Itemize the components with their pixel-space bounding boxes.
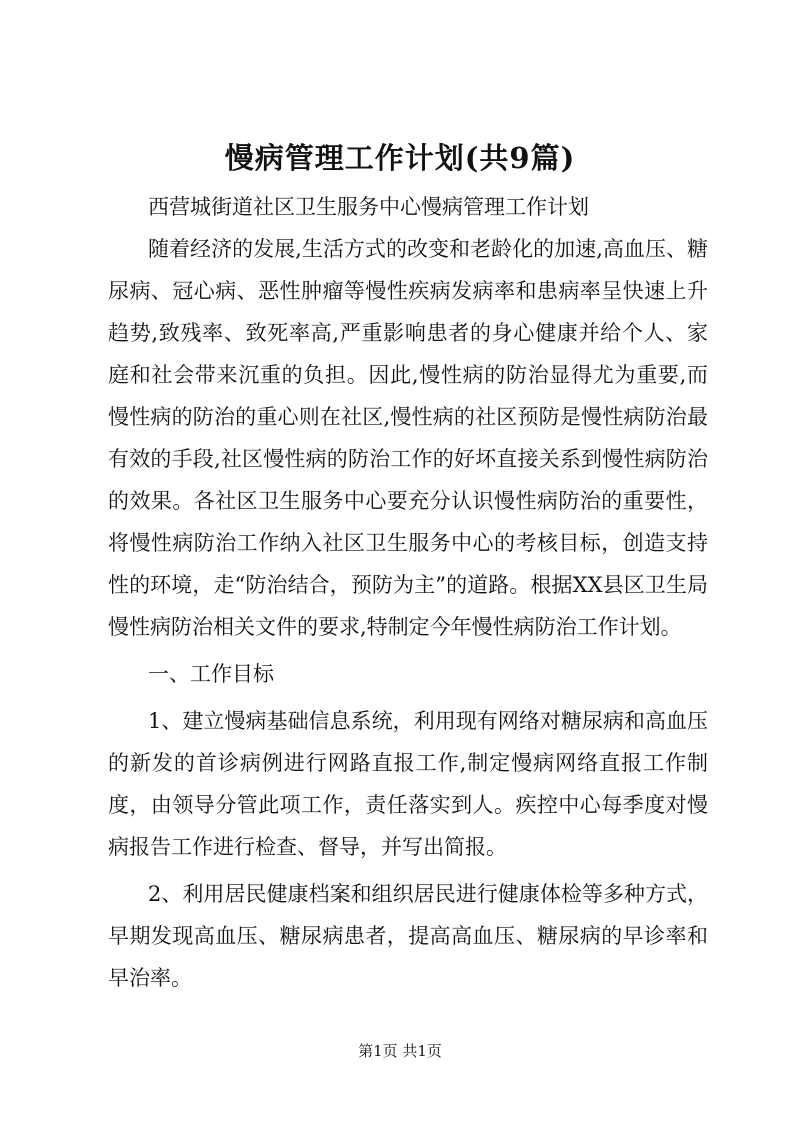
subtitle-paragraph: 西营城街道社区卫生服务中心慢病管理工作计划	[148, 195, 589, 219]
body-paragraph: 1、建立慢病基础信息系统，利用现有网络对糖尿病和高血压的新发的首诊病例进行网路直报工作,制定慢病网络直报工作制度，由领导分管此项工作，责任落实到人。疾控中心每季度对慢病报告工作进行检查、督导，并写出简报。	[108, 709, 708, 859]
body-paragraph: 2、利用居民健康档案和组织居民进行健康体检等多种方式，早期发现高血压、糖尿病患者，提高高血压、糖尿病的早诊率和早治率。	[108, 882, 708, 990]
section-heading: 一、工作目标	[148, 662, 274, 686]
document-body	[108, 186, 708, 999]
document-title: 慢病管理工作计划(共9篇)	[224, 141, 576, 175]
body-paragraph: 随着经济的发展,生活方式的改变和老龄化的加速,高血压、糖尿病、冠心病、恶性肿瘤等慢性疾病发病率和患病率呈快速上升趋势,致残率、致死率高,严重影响患者的身心健康并给个人、家庭和社会带来沉重的负担。因此,慢性病的防治显得尤为重要,而慢性病的防治的重心则在社区,慢性病的社区预防是慢性病防治最有效的手段,社区慢性病的防治工作的好坏直接关系到慢性病防治的效果。各社区卫生服务中心要充分认识慢性病防治的重要性，将慢性病防治工作纳入社区卫生服务中心的考核目标，创造支持性的环境，走“防治结合，预防为主”的道路。根据XX县区卫生局慢性病防治相关文件的要求,特制定今年慢性病防治工作计划。	[108, 237, 708, 639]
page-number: 第1页 共1页	[358, 1042, 442, 1060]
